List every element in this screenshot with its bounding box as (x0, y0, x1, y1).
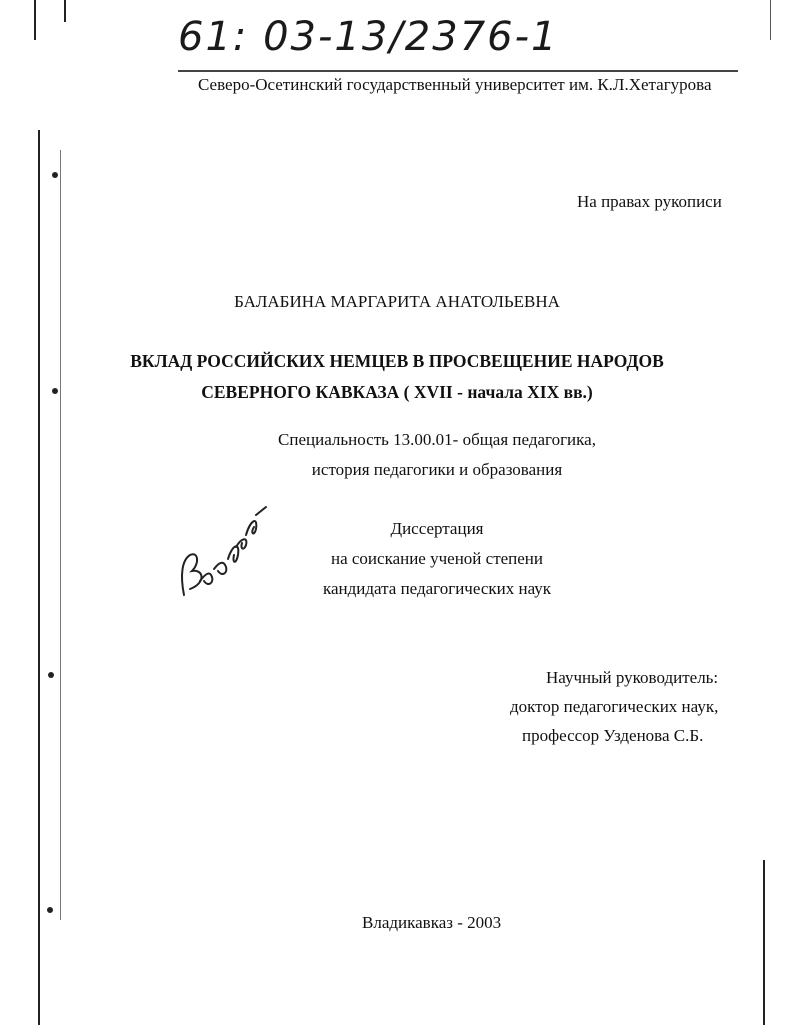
dissertation-line-1: Диссертация (390, 519, 484, 538)
scan-edge-top-bar (64, 0, 66, 22)
thesis-title-line-1: ВКЛАД РОССИЙСКИХ НЕМЦЕВ В ПРОСВЕЩЕНИЕ НАРОДОВ (130, 351, 664, 371)
specialty-line-1: Специальность 13.00.01- общая педагогика, (278, 430, 596, 449)
scan-edge-top-left (34, 0, 36, 40)
city-year: Владикавказ - 2003 (362, 913, 502, 932)
supervisor-name: профессор Узденова С.Б. (522, 726, 704, 745)
scan-edge-left (38, 130, 40, 1025)
thesis-title-line-2: СЕВЕРНОГО КАВКАЗА ( XVII - начала XIX вв.) (201, 382, 593, 402)
dissertation-line-3: кандидата педагогических наук (322, 579, 552, 598)
manuscript-rights: На правах рукописи (577, 192, 722, 211)
author-name: БАЛАБИНА МАРГАРИТА АНАТОЛЬЕВНА (234, 292, 560, 311)
handwritten-signature (170, 485, 280, 615)
supervisor-degree: доктор педагогических наук, (510, 697, 719, 716)
university-name: Северо-Осетинский государственный университет им. К.Л.Хетагурова (198, 75, 712, 94)
punch-hole-dot (52, 172, 58, 178)
supervisor-title: Научный руководитель: (546, 668, 719, 687)
scan-edge-right-2 (770, 0, 771, 40)
punch-hole-dot (47, 907, 53, 913)
punch-hole-dot (48, 672, 54, 678)
dissertation-line-2: на соискание ученой степени (330, 549, 544, 568)
specialty-line-2: история педагогики и образования (311, 460, 563, 479)
archive-number-underline (178, 70, 738, 72)
archive-number: 61: 03-13/2376-1 (178, 14, 559, 60)
scan-edge-right (763, 860, 765, 1025)
